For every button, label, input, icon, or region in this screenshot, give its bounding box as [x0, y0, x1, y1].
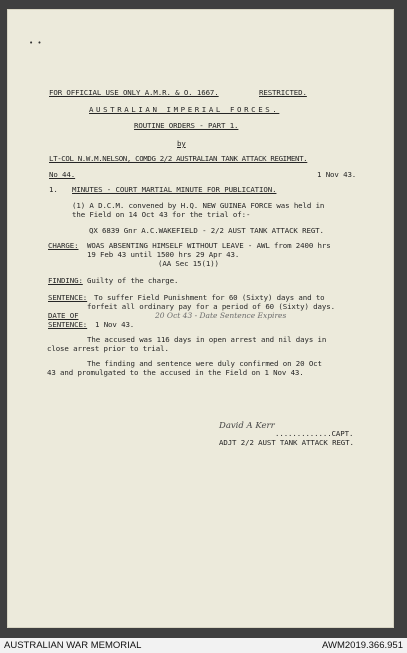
para1-line1: (1) A D.C.M. convened by H.Q. NEW GUINEA FORCE was held in [72, 201, 325, 210]
archive-footer [0, 638, 407, 653]
force-heading: AUSTRALIAN IMPERIAL FORCES. [89, 105, 280, 114]
charge-line2: 19 Feb 43 until 1500 hrs 29 Apr 43. [87, 250, 240, 259]
sentence-line1: To suffer Field Punishment for 60 (Sixty) days and to [94, 293, 325, 302]
orders-title: ROUTINE ORDERS - PART 1. [134, 121, 239, 130]
para3-line1: The finding and sentence were duly confirmed on 20 Oct [87, 359, 322, 368]
footer-accession-number: AWM2019.366.951 [322, 640, 403, 651]
charge-label: CHARGE: [48, 241, 79, 250]
sentence-line2: forfeit all ordinary pay for a period of 60 (Sixty) days. [87, 302, 335, 311]
para2-line2: close arrest prior to trial. [47, 344, 169, 353]
charge-line1: WOAS ABSENTING HIMSELF WITHOUT LEAVE - AWL from 2400 hrs [87, 241, 331, 250]
footer-institution: AUSTRALIAN WAR MEMORIAL [4, 640, 142, 651]
charge-reference: (AA Sec 15(1)) [158, 259, 219, 268]
para2-line1: The accused was 116 days in open arrest and nil days in [87, 335, 327, 344]
para3-line2: 43 and promulgated to the accused in the Field on 1 Nov 43. [47, 368, 304, 377]
sentence-date-label: SENTENCE: [48, 320, 88, 329]
order-number: No 44. [49, 170, 76, 179]
signature-title: ADJT 2/2 AUST TANK ATTACK REGT. [219, 438, 354, 447]
sentence-label: SENTENCE: [48, 293, 88, 302]
punch-mark: • • [29, 39, 42, 47]
accused-line: QX 6839 Gnr A.C.WAKEFIELD - 2/2 AUST TANK ATTACK REGT. [89, 226, 324, 235]
finding-label: FINDING: [48, 276, 83, 285]
order-date: 1 Nov 43. [317, 170, 357, 179]
signature-dots: .............CAPT. [275, 429, 354, 438]
signature: David A Kerr [219, 421, 275, 431]
sentence-date-value: 1 Nov 43. [95, 320, 135, 329]
date-of-label: DATE OF [48, 311, 79, 320]
by-line: by [177, 139, 186, 148]
section-number: 1. [49, 185, 58, 194]
finding-text: Guilty of the charge. [87, 276, 179, 285]
header-restricted: RESTRICTED. [259, 88, 307, 97]
document-page [7, 9, 394, 628]
section-title: MINUTES - COURT MARTIAL MINUTE FOR PUBLICATION. [72, 185, 277, 194]
commander-line: LT-COL N.W.M.NELSON, COMDG 2/2 AUSTRALIAN TANK ATTACK REGIMENT. [49, 154, 308, 163]
handwritten-expiry-note: 20 Oct 43 - Date Sentence Expires [155, 311, 287, 320]
header-left: FOR OFFICIAL USE ONLY A.M.R. & O. 1667. [49, 88, 219, 97]
para1-line2: the Field on 14 Oct 43 for the trial of:- [72, 210, 251, 219]
